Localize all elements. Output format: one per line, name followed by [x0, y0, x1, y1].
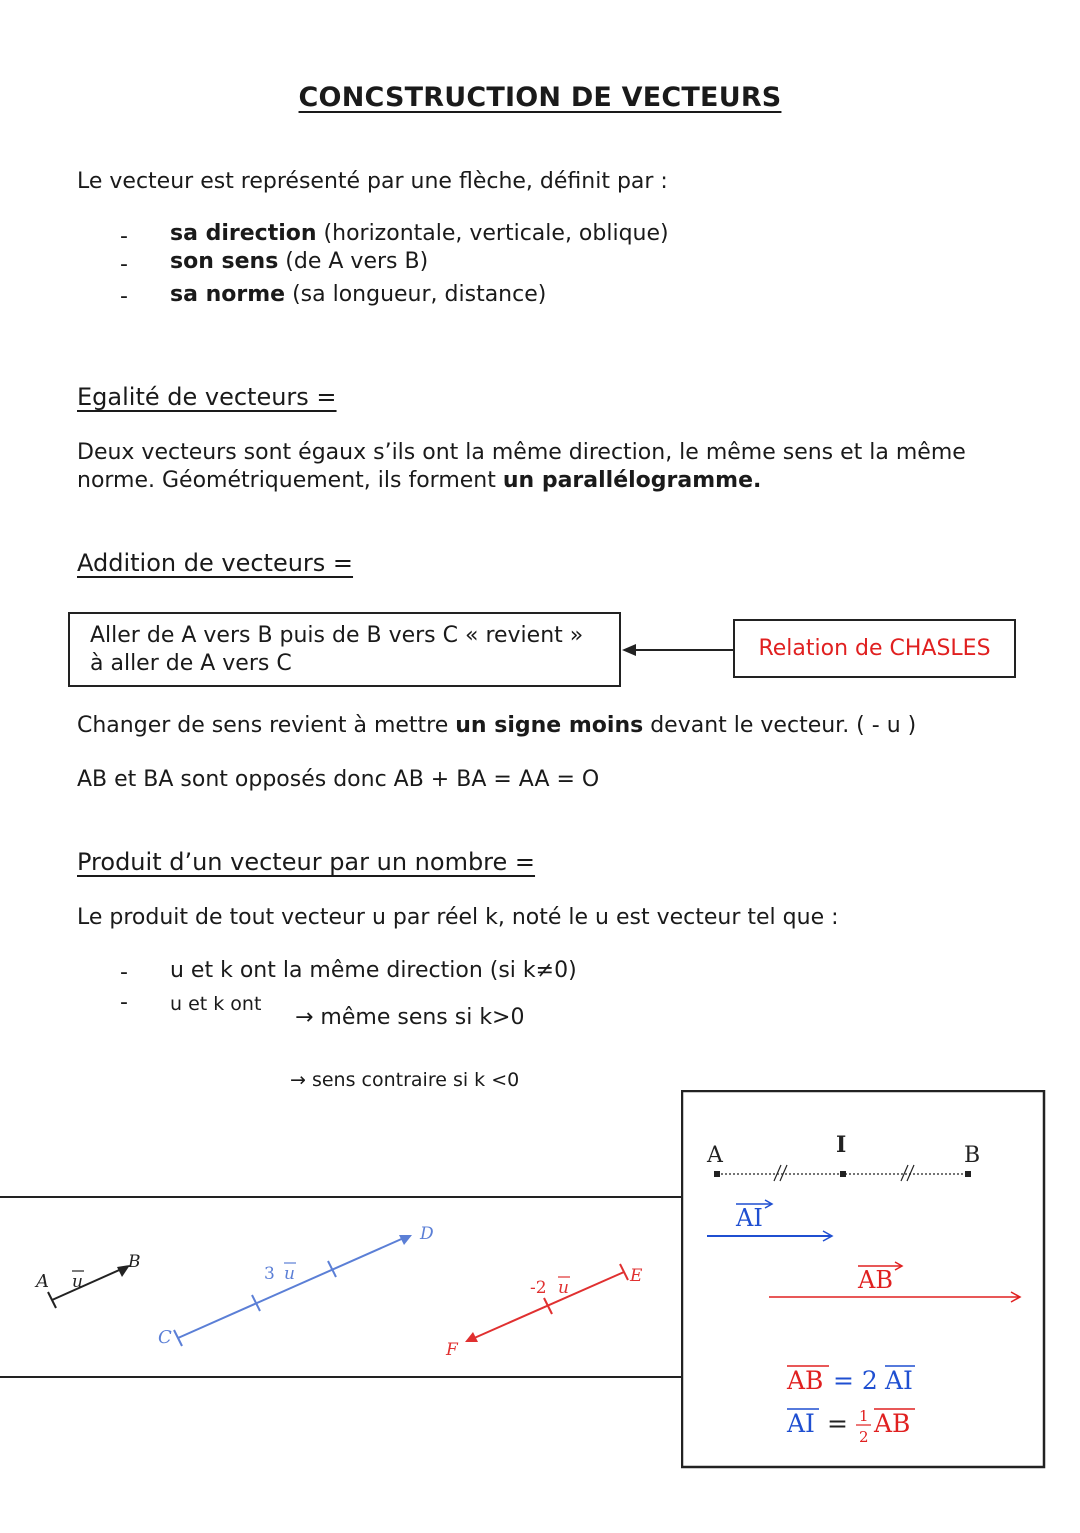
- bullet-direction: sa direction (horizontale, verticale, oblique): [170, 221, 669, 246]
- produit-bullet1: u et k ont la même direction (si k≠0): [170, 958, 577, 983]
- label-D: D: [420, 1224, 434, 1244]
- bullet-dash: -: [120, 252, 128, 277]
- bullet-sens: son sens (de A vers B): [170, 249, 429, 274]
- bullet-dash: -: [120, 960, 128, 985]
- equation-AI-half-AB: [786, 1407, 915, 1446]
- sens-contraire-text: → sens contraire si k <0: [290, 1069, 520, 1091]
- bullet-norme: sa norme (sa longueur, distance): [170, 282, 547, 307]
- relation-chasles-box: Relation de CHASLES: [733, 619, 1016, 678]
- heading-addition: Addition de vecteurs =: [77, 549, 354, 577]
- segment-AIB: [706, 1132, 980, 1181]
- label-minus-2: -2: [530, 1278, 547, 1298]
- arrow-left-icon: [620, 640, 736, 660]
- egalite-line1: Deux vecteurs sont égaux s’ils ont la même direction, le même sens et la même: [77, 440, 966, 465]
- opposes-text: AB et BA sont opposés donc AB + BA = AA = O: [77, 767, 600, 792]
- vector-AI: [707, 1200, 832, 1241]
- chasles-box: [68, 612, 621, 687]
- bullet-dash: -: [120, 224, 128, 249]
- label-E: E: [630, 1266, 643, 1286]
- point-I: [840, 1171, 846, 1177]
- equation-AB-2AI: [786, 1366, 915, 1395]
- label-B: B: [128, 1252, 141, 1272]
- produit-bullet2: u et k ont: [170, 993, 262, 1015]
- point-A: [714, 1171, 720, 1177]
- eq2-lhs: AI: [787, 1409, 815, 1438]
- label-3: 3: [264, 1264, 275, 1284]
- eq1-mid: = 2: [833, 1366, 878, 1395]
- eq1-lhs: AB: [787, 1366, 824, 1395]
- bullet-dash: -: [120, 990, 128, 1015]
- eq1-rhs: AI: [885, 1366, 913, 1395]
- label-C: C: [158, 1327, 172, 1348]
- vector-AB: [769, 1262, 1020, 1302]
- egalite-line2: norme. Géométriquement, ils forment un parallélogramme.: [77, 468, 762, 493]
- heading-produit: Produit d’un vecteur par un nombre =: [77, 848, 536, 876]
- sens-text: Changer de sens revient à mettre un signe moins devant le vecteur. ( - u ): [77, 713, 917, 738]
- eq2-mid: =: [827, 1409, 848, 1438]
- eq2-den: 2: [859, 1428, 869, 1446]
- chasles-line1: Aller de A vers B puis de B vers C « revient »: [90, 623, 584, 648]
- label-A: A: [36, 1271, 49, 1292]
- produit-intro: Le produit de tout vecteur u par réel k, noté le u est vecteur tel que :: [77, 905, 839, 930]
- label-u-red: u: [558, 1278, 569, 1298]
- eq2-rhs: AB: [874, 1409, 911, 1438]
- label-u: u: [72, 1272, 83, 1292]
- milieu-figure: [681, 1090, 1047, 1470]
- vector-u: [34, 1252, 141, 1308]
- heading-egalite: Egalité de vecteurs =: [77, 383, 337, 411]
- label-point-A: A: [707, 1143, 723, 1168]
- label-AB: AB: [858, 1266, 893, 1294]
- meme-sens-text: → même sens si k>0: [295, 1005, 525, 1030]
- label-AI: AI: [736, 1204, 763, 1232]
- vector-3u: [158, 1224, 434, 1348]
- label-u-blue: u: [284, 1264, 295, 1284]
- label-F: F: [446, 1340, 458, 1360]
- chasles-line2: à aller de A vers C: [90, 651, 292, 676]
- label-point-I: I: [836, 1132, 847, 1158]
- eq2-num: 1: [859, 1407, 869, 1425]
- vectors-figure: [0, 1195, 684, 1381]
- vector-minus-2u: [445, 1264, 643, 1360]
- point-B: [965, 1171, 971, 1177]
- bullet-dash: -: [120, 284, 128, 309]
- page-title: CONCSTRUCTION DE VECTEURS: [298, 82, 782, 113]
- intro-text: Le vecteur est représenté par une flèche, définit par :: [77, 169, 668, 194]
- label-point-B: B: [964, 1143, 981, 1168]
